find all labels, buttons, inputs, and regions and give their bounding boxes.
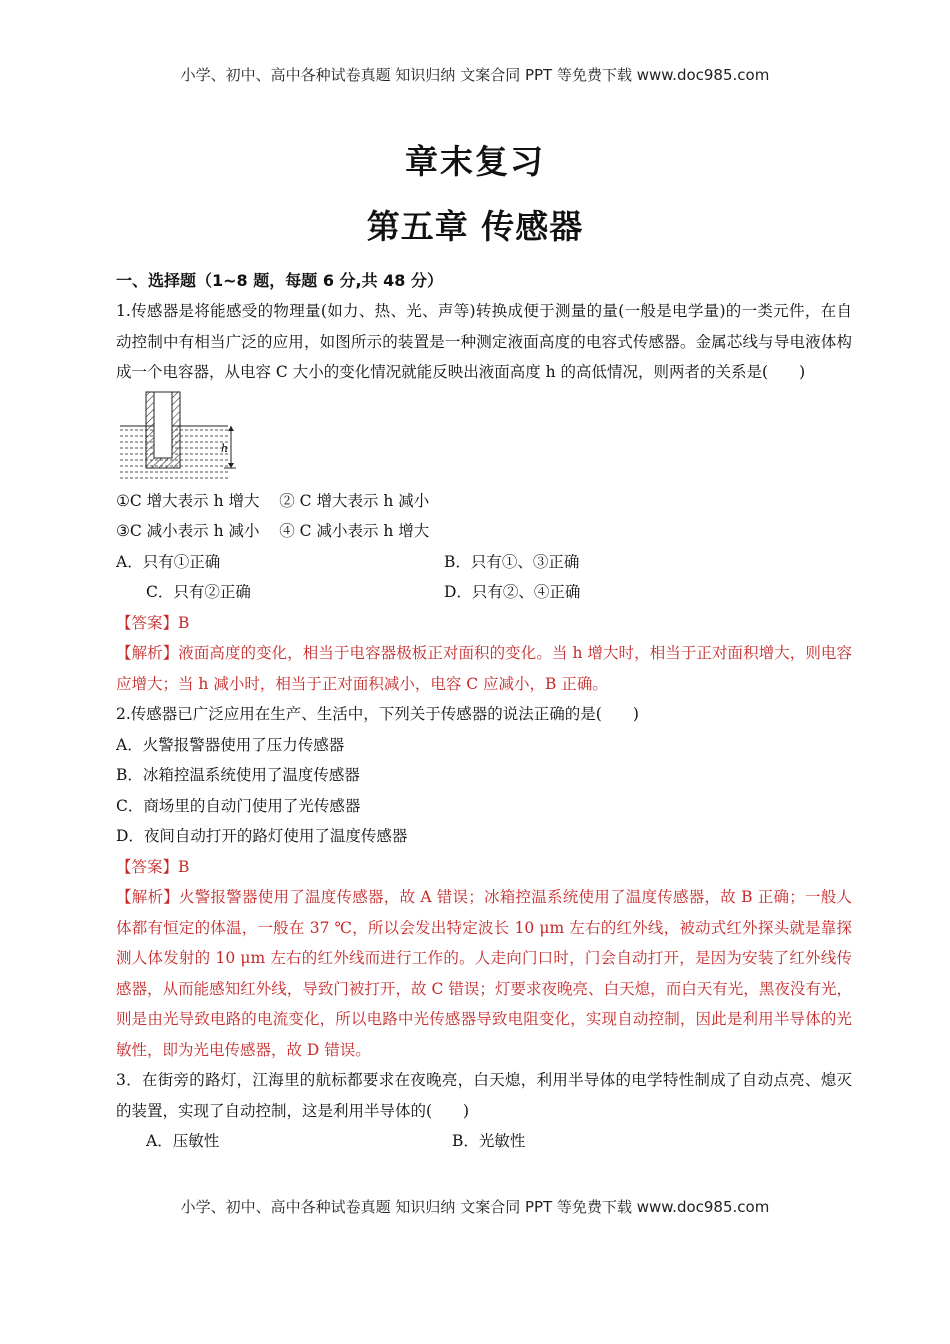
metal-core — [154, 392, 172, 458]
section-heading: 一、选择题（1~8 题，每题 6 分,共 48 分） — [116, 271, 444, 290]
page-footer: 小学、初中、高中各种试卷真题 知识归纳 文案合同 PPT 等免费下载 www.doc985.com — [180, 1198, 770, 1216]
statement-row-1 — [116, 486, 852, 517]
analysis-2: 【解析】火警报警器使用了温度传感器，故 A 错误；冰箱控温系统使用了温度传感器，故 B 正确；一般人体都有恒定的体温，一般在 37 ℃，所以会发出特定波长 10 μm 左右的红外线，被动式红外探头就是靠探测人体发射的 10 μm 左右的红外线而进行工作的。人走向门口时，门会自动打开，是因为安装了红外线传感器，从而能感知红外线，导致门被打开，故 C 错误；灯要求夜晚亮、白天熄，而白天有光，黑夜没有光，则是由光导致电路的电流变化，所以电路中光传感器导致电阻变化，实现自动控制，因此是利用半导体的光敏性，即为光电传感器，故 D 错误。 — [116, 888, 852, 1059]
chapter-subtitle: 第五章 传感器 — [366, 207, 584, 246]
statement-3: ③C 减小表示 h 减小 — [116, 522, 260, 540]
question-3-stem: 3．在街旁的路灯，江海里的航标都要求在夜晚亮，白天熄，利用半导体的电学特性制成了自动点亮、熄灭的装置，实现了自动控制，这是利用半导体的( ) — [116, 1071, 852, 1120]
option-b: B．只有①、③正确 — [444, 552, 580, 571]
option-a: A．只有①正确 — [116, 552, 221, 571]
question-1-stem: 1.传感器是将能感受的物理量(如力、热、光、声等)转换成便于测量的量(一般是电学量)的一类元件，在自动控制中有相当广泛的应用，如图所示的装置是一种测定液面高度的电容式传感器。金属芯线与导电液体构成一个电容器，从电容 C 大小的变化情况就能反映出液面高度 h 的高低情况，则两者的关系是( ) — [116, 302, 852, 381]
q2-option-c: C．商场里的自动门使用了光传感器 — [116, 796, 361, 815]
options-row-1 — [116, 547, 852, 578]
q3-option-a: A．压敏性 — [146, 1132, 220, 1150]
answer-2: 【答案】B — [116, 857, 190, 876]
document-body — [116, 266, 852, 1157]
option-c: C．只有②正确 — [146, 583, 251, 601]
q2-option-d: D．夜间自动打开的路灯使用了温度传感器 — [116, 827, 408, 845]
capacitive-sensor-figure — [116, 390, 852, 486]
answer-1: 【答案】B — [116, 613, 190, 632]
statement-2: ② C 增大表示 h 减小 — [279, 491, 430, 510]
question-2-stem: 2.传感器已广泛应用在生产、生活中，下列关于传感器的说法正确的是( ) — [116, 705, 639, 723]
analysis-1: 【解析】液面高度的变化，相当于电容器极板正对面积的变化。当 h 增大时，相当于正对面积增大，则电容应增大；当 h 减小时，相当于正对面积减小，电容 C 应减小，B 正确。 — [116, 644, 852, 693]
height-label: h — [221, 441, 229, 455]
page-header: 小学、初中、高中各种试卷真题 知识归纳 文案合同 PPT 等免费下载 www.doc985.com — [180, 66, 770, 84]
option-d: D．只有②、④正确 — [444, 583, 581, 601]
statement-row-2 — [116, 516, 852, 547]
q3-options-row — [116, 1126, 852, 1157]
q3-option-b: B．光敏性 — [452, 1132, 526, 1150]
options-row-2 — [116, 577, 852, 608]
q2-option-b: B．冰箱控温系统使用了温度传感器 — [116, 766, 360, 784]
q2-option-a: A．火警报警器使用了压力传感器 — [116, 735, 345, 754]
chapter-title: 章末复习 — [405, 142, 545, 181]
statement-4: ④ C 减小表示 h 增大 — [279, 522, 430, 540]
liquid-level-diagram — [116, 390, 256, 486]
statement-1: ①C 增大表示 h 增大 — [116, 491, 260, 510]
